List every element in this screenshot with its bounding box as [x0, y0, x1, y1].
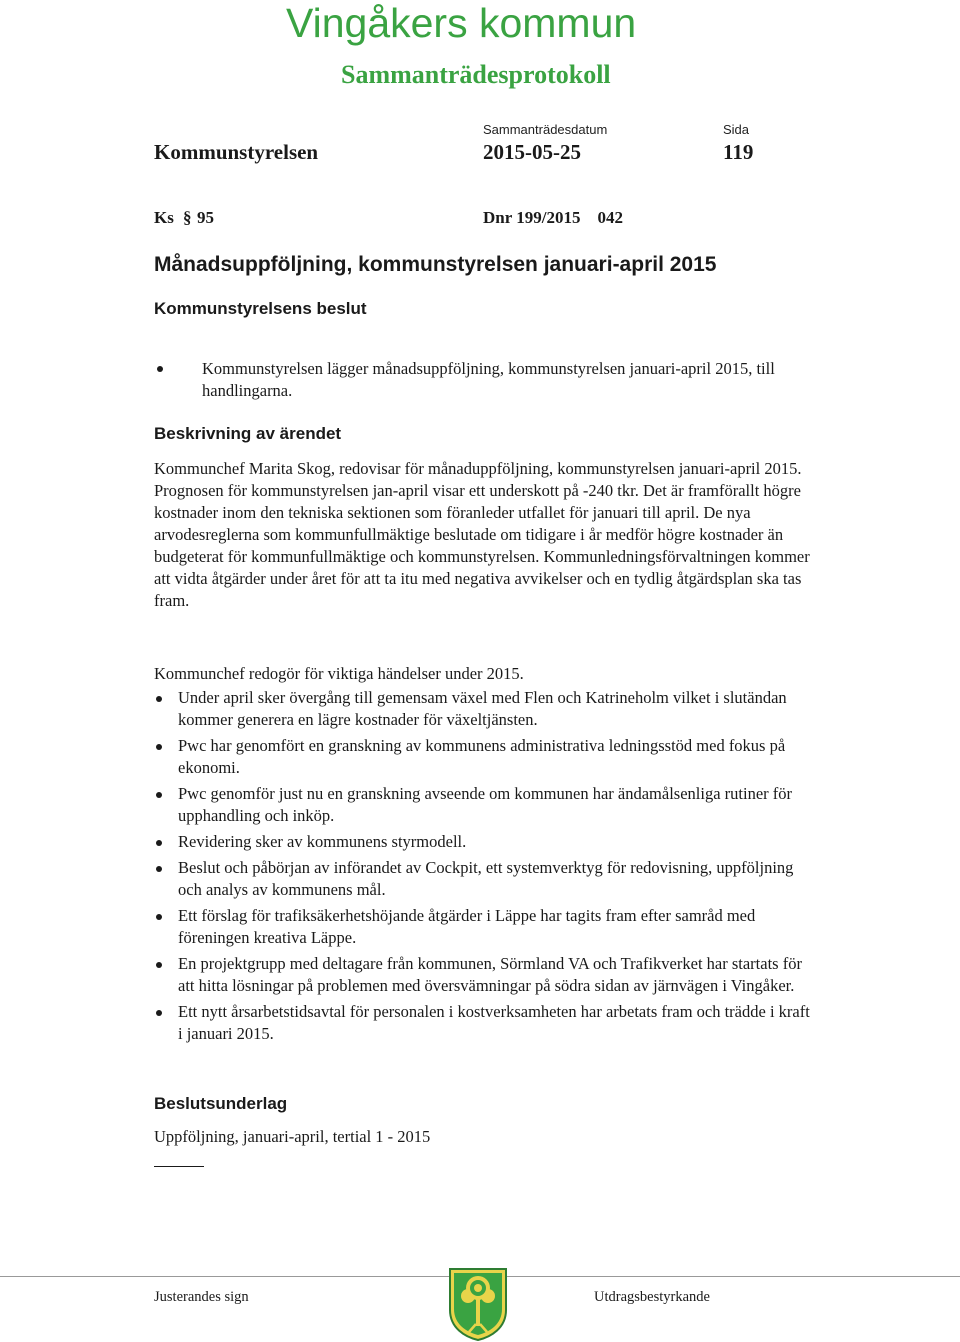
diary-number: Dnr 199/2015 042	[483, 208, 623, 227]
bullet-icon	[157, 366, 163, 372]
date-label: Sammanträdesdatum	[483, 122, 608, 137]
document-type: Sammanträdesprotokoll	[341, 60, 611, 89]
page-number: 119	[723, 140, 754, 164]
list-item	[154, 735, 814, 779]
event-text: En projektgrupp med deltagare från kommunen, Sörmland VA och Trafikverket har startats för att hitta lösningar på problemen med översvämningar på södra sidan av järnvägen i Vingåker.	[178, 954, 802, 995]
ks-label: Ks	[154, 208, 174, 227]
event-text: Pwc har genomfört en granskning av kommunens administrativa ledningsstöd med fokus på ekonomi.	[178, 736, 786, 777]
basis-heading: Beslutsunderlag	[154, 1094, 288, 1113]
event-text: Ett nytt årsarbetstidsavtal för personalen i kostverksamheten har arbetats fram och trädde i kraft i januari 2015.	[178, 1002, 810, 1043]
bullet-icon	[156, 962, 162, 968]
municipal-coat-of-arms-icon	[447, 1266, 509, 1342]
description-heading: Beskrivning av ärendet	[154, 424, 342, 443]
decision-item-text: Kommunstyrelsen lägger månadsuppföljning, kommunstyrelsen januari-april 2015, till handlingarna.	[202, 359, 775, 400]
bullet-icon	[156, 840, 162, 846]
decision-heading: Kommunstyrelsens beslut	[154, 299, 367, 318]
basis-text: Uppföljning, januari-april, tertial 1 - 2015	[154, 1127, 431, 1146]
event-text: Beslut och påbörjan av införandet av Cockpit, ett systemverktyg för redovisning, uppföljning och analys av kommunens mål.	[178, 858, 794, 899]
event-text: Ett förslag för trafiksäkerhetshöjande åtgärder i Läppe har tagits fram efter samråd med föreningen kreativa Läppe.	[178, 906, 756, 947]
list-item	[154, 905, 814, 949]
bullet-icon	[156, 744, 162, 750]
organization-title: Vingåkers kommun	[286, 0, 637, 46]
bullet-icon	[156, 696, 162, 702]
signature-field-justerandes: Justerandes sign	[154, 1289, 249, 1305]
list-item	[154, 1001, 814, 1045]
description-body: Kommunchef Marita Skog, redovisar för månaduppföljning, kommunstyrelsen januari-april 2015. Prognosen för kommunstyrelsen jan-april visar ett underskott på -240 tkr. Det är framförallt högre kostnader inom den tekniska sektionen som föranleder utfallet för januari till april. De nya arvodesreglerna som kommunfullmäktige beslutade om tidigare i år medför högre kostnader än budgeterat för kommunfullmäktige och kommunstyrelsen. Kommunledningsförvaltningen kommer att vidta åtgärder under året för att ta itu med negativa avvikelser och en tydlig åtgärdsplan ska tas fram.	[154, 459, 810, 610]
summary-intro: Kommunchef redogör för viktiga händelser under 2015.	[154, 664, 524, 683]
bullet-icon	[156, 866, 162, 872]
bullet-icon	[156, 1010, 162, 1016]
decision-list	[154, 358, 794, 402]
meeting-date: 2015-05-25	[483, 140, 581, 164]
signature-field-utdrag: Utdragsbestyrkande	[594, 1289, 710, 1305]
end-divider	[154, 1166, 204, 1167]
section-number: 95	[197, 208, 214, 227]
event-text: Pwc genomför just nu en granskning avseende om kommunen har ändamålsenliga rutiner för upphandling och inköp.	[178, 784, 793, 825]
list-item	[154, 687, 814, 731]
page-label: Sida	[723, 122, 750, 137]
event-text: Under april sker övergång till gemensam växel med Flen och Katrineholm vilket i slutändan kommer generera en lägre kostnader för växeltjänsten.	[178, 688, 787, 729]
committee-name: Kommunstyrelsen	[154, 140, 319, 164]
list-item	[154, 783, 814, 827]
list-item	[154, 953, 814, 997]
decision-item	[154, 358, 794, 402]
matter-title: Månadsuppföljning, kommunstyrelsen januari-april 2015	[154, 253, 717, 276]
list-item	[154, 857, 814, 901]
events-list	[154, 687, 814, 1045]
section-symbol: §	[183, 208, 192, 227]
bullet-icon	[156, 792, 162, 798]
list-item	[154, 831, 814, 853]
event-text: Revidering sker av kommunens styrmodell.	[178, 832, 467, 851]
bullet-icon	[156, 914, 162, 920]
